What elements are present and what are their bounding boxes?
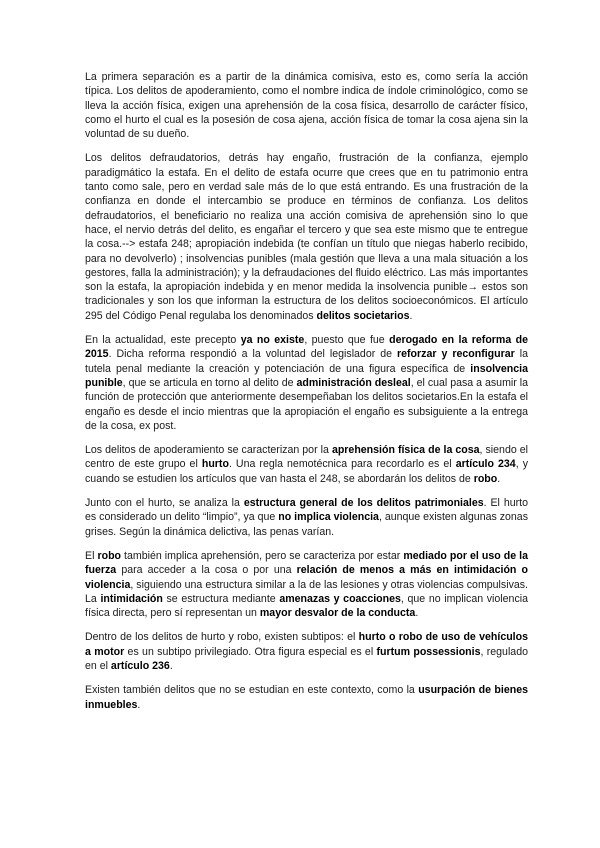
text-run: Dentro de los delitos de hurto y robo, existen subtipos: el xyxy=(85,631,359,644)
bold-term: insolvencia punible xyxy=(85,362,528,389)
text-run: . xyxy=(409,309,413,322)
bold-term: delitos societarios xyxy=(316,309,410,322)
text-run: también implica aprehensión, pero se caracteriza por estar xyxy=(121,549,404,562)
text-run: , aunque existen algunas zonas grises. Según la dinámica delictiva, las penas varían. xyxy=(85,511,528,538)
text-run: . El hurto es considerado un delito “limpio”, ya que xyxy=(85,497,528,524)
bold-term: hurto o robo de uso de vehículos a motor xyxy=(85,631,528,658)
paragraph-robo xyxy=(85,549,528,620)
text-run: . xyxy=(169,659,173,672)
text-run: , siendo el centro de este grupo el xyxy=(85,444,529,471)
bold-term: aprehensión física de la cosa xyxy=(331,444,480,457)
text-run: es un subtipo privilegiado. Otra figura especial es el xyxy=(124,645,377,658)
text-run: se estructura mediante xyxy=(162,592,280,605)
bold-term: furtum possessionis xyxy=(376,645,481,658)
text-run: , regulado en el xyxy=(85,645,528,672)
paragraph-subtipos xyxy=(85,630,528,673)
bold-term: robo xyxy=(97,549,122,562)
text-run: . xyxy=(415,607,419,620)
text-run: la tutela penal mediante la creación y potenciación de una figura específica de xyxy=(85,348,528,375)
text-run: . xyxy=(137,698,141,711)
bold-term: amenazas y coacciones xyxy=(279,592,401,605)
text-run: Los delitos defraudatorios, detrás hay engaño, frustración de la confianza, ejemplo paradigmático la estafa. En el delito de estafa ocurre que crees que en tu patrimonio entra tanto como sale, pero en verdad sale más de lo que está entrando. Es una frustración de la confianza en donde el intercambio se produce en términos de confianza. Los delitos defraudatorios, el beneficiario no realiza una acción comisiva de aprehensión sino lo que hace, el nervio detrás del delito, es engañar el tercero y que sea este mismo que te entregue la cosa.--> estafa 248; apropiación indebida (te confían un título que niegas haberlo recibido, para no devolverlo) ; insolvencias punibles (mala gestión que lleva a una mala situación a los gestores, falla la administración); y la defraudaciones del fluido eléctrico. Las más importantes son la estafa, la apropiación indebida y en menor medida la insolvencia punible→ estos son tradicionales y son los que informan la estructura de los delitos socioeconómicos. El artículo 295 del Código Penal regulaba los denominados xyxy=(85,152,528,322)
paragraph-hurto xyxy=(85,496,528,539)
bold-term: artículo 234 xyxy=(455,458,516,471)
text-run: , puesto que fue xyxy=(304,334,390,347)
text-run: La primera separación es a partir de la dinámica comisiva, esto es, como sería la acción típica. Los delitos de apoderamiento, como el nombre indica de índole criminológico, como se lleva la acción física, exigen una aprehensión de la cosa física, desarrollo de carácter físico, como el hurto el cual es la posesión de cosa ajena, acción física de tomar la cosa ajena sin la voluntad de su dueño. xyxy=(85,71,528,141)
text-run: En la actualidad, este precepto xyxy=(85,334,241,347)
text-run: Existen también delitos que no se estudian en este contexto, como la xyxy=(85,684,419,697)
bold-term: intimidación xyxy=(100,592,163,605)
paragraph-reforma-2015 xyxy=(85,333,528,433)
paragraph-dinamica-comisiva xyxy=(85,70,528,141)
paragraph-delitos-defraudatorios xyxy=(85,151,528,323)
bold-term: relación de menos a más en intimidación o violencia xyxy=(85,564,528,591)
bold-term: administración desleal xyxy=(296,376,411,389)
text-run: , el cual pasa a asumir la función de protección que anteriormente desempeñaban los delitos societarios.En la estafa el engaño es desde el incio mientras que la apropiación el engaño es subsiguiente a la entrega de la cosa, ex post. xyxy=(85,376,528,432)
bold-term: mediado por el uso de la fuerza xyxy=(85,549,528,577)
bold-term: reforzar y reconfigurar xyxy=(397,348,515,361)
bold-term: artículo 236 xyxy=(110,659,170,672)
text-run: , siguiendo una estructura similar a la de las lesiones y otras violencias compulsivas. La xyxy=(85,578,528,605)
paragraph-usurpacion xyxy=(85,683,528,712)
paragraph-delitos-apoderamiento xyxy=(85,443,528,486)
text-run: . Una regla nemotécnica para recordarlo es el xyxy=(228,458,456,471)
text-run: para acceder a la cosa o por una xyxy=(116,564,297,577)
bold-term: usurpación de bienes inmuebles xyxy=(85,684,528,711)
text-run: Junto con el hurto, se analiza la xyxy=(85,497,244,510)
bold-term: derogado en la reforma de 2015 xyxy=(85,334,528,361)
text-run: . Dicha reforma respondió a la voluntad del legislador de xyxy=(108,348,398,361)
text-run: El xyxy=(85,549,98,562)
text-run: . xyxy=(497,472,501,485)
text-run: Los delitos de apoderamiento se caracterizan por la xyxy=(85,444,332,457)
bold-term: mayor desvalor de la conducta xyxy=(259,607,416,620)
text-run: , que se articula en torno al delito de xyxy=(122,376,297,389)
bold-term: hurto xyxy=(201,458,229,471)
bold-term: robo xyxy=(473,472,498,485)
bold-term: estructura general de los delitos patrimoniales xyxy=(243,497,484,510)
text-run: , y cuando se estudien los artículos que van hasta el 248, se abordarán los delitos de xyxy=(85,458,528,485)
bold-term: no implica violencia xyxy=(278,511,379,524)
bold-term: ya no existe xyxy=(240,334,305,347)
text-run: , que no implican violencia física directa, pero sí representan un xyxy=(85,592,528,620)
